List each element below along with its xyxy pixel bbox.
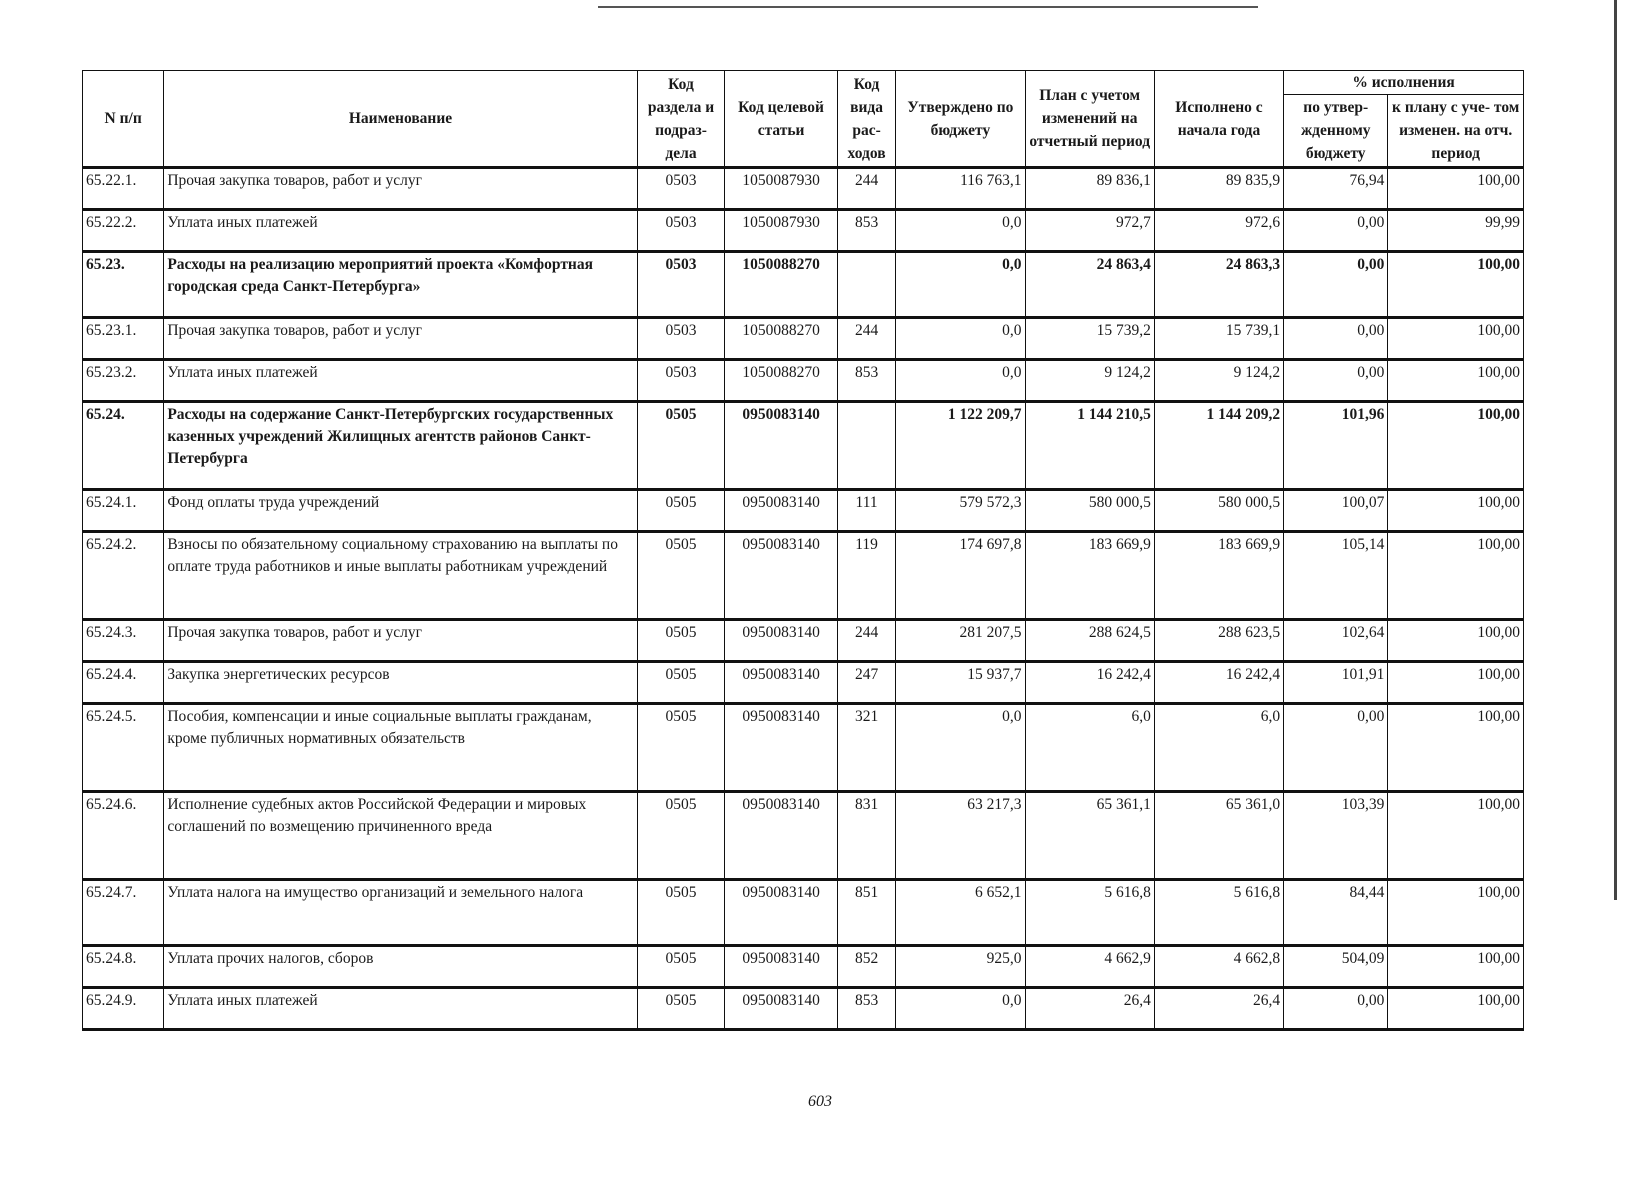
cell-plan: 4 662,9	[1025, 946, 1154, 988]
cell-plan: 24 863,4	[1025, 252, 1154, 318]
cell-approved: 0,0	[896, 252, 1025, 318]
cell-index: 65.23.1.	[83, 318, 164, 360]
cell-expense-type: 321	[837, 704, 895, 792]
cell-executed: 183 669,9	[1154, 532, 1283, 620]
cell-name: Прочая закупка товаров, работ и услуг	[164, 168, 637, 210]
cell-name: Прочая закупка товаров, работ и услуг	[164, 620, 637, 662]
cell-plan: 288 624,5	[1025, 620, 1154, 662]
header-plan: План с учетом изменений на отчетный период	[1025, 71, 1154, 168]
cell-pct-plan: 100,00	[1388, 662, 1524, 704]
table-row	[83, 946, 1524, 988]
cell-pct-plan: 100,00	[1388, 792, 1524, 880]
cell-approved: 6 652,1	[896, 880, 1025, 946]
cell-index: 65.24.7.	[83, 880, 164, 946]
cell-pct-plan: 100,00	[1388, 490, 1524, 532]
cell-executed: 6,0	[1154, 704, 1283, 792]
cell-target-code: 0950083140	[725, 880, 838, 946]
cell-pct-plan: 100,00	[1388, 946, 1524, 988]
cell-plan: 15 739,2	[1025, 318, 1154, 360]
cell-pct-budget: 84,44	[1284, 880, 1388, 946]
cell-index: 65.24.8.	[83, 946, 164, 988]
cell-name: Исполнение судебных актов Российской Федерации и мировых соглашений по возмещению причиненного вреда	[164, 792, 637, 880]
cell-index: 65.24.4.	[83, 662, 164, 704]
cell-approved: 1 122 209,7	[896, 402, 1025, 490]
cell-plan: 26,4	[1025, 988, 1154, 1030]
cell-target-code: 0950083140	[725, 988, 838, 1030]
top-rule	[598, 6, 1258, 8]
cell-expense-type: 244	[837, 318, 895, 360]
cell-section-code: 0503	[637, 318, 725, 360]
cell-expense-type: 853	[837, 210, 895, 252]
cell-executed: 89 835,9	[1154, 168, 1283, 210]
cell-pct-plan: 100,00	[1388, 252, 1524, 318]
cell-section-code: 0505	[637, 620, 725, 662]
cell-section-code: 0505	[637, 792, 725, 880]
cell-plan: 5 616,8	[1025, 880, 1154, 946]
header-approved: Утверждено по бюджету	[896, 71, 1025, 168]
header-target-code: Код целевой статьи	[725, 71, 838, 168]
cell-approved: 0,0	[896, 988, 1025, 1030]
cell-approved: 925,0	[896, 946, 1025, 988]
cell-executed: 972,6	[1154, 210, 1283, 252]
cell-pct-budget: 100,07	[1284, 490, 1388, 532]
cell-executed: 26,4	[1154, 988, 1283, 1030]
cell-pct-plan: 100,00	[1388, 318, 1524, 360]
cell-section-code: 0505	[637, 532, 725, 620]
cell-name: Уплата иных платежей	[164, 988, 637, 1030]
cell-index: 65.24.	[83, 402, 164, 490]
cell-pct-plan: 100,00	[1388, 620, 1524, 662]
cell-name: Закупка энергетических ресурсов	[164, 662, 637, 704]
cell-approved: 579 572,3	[896, 490, 1025, 532]
cell-name: Уплата иных платежей	[164, 210, 637, 252]
cell-target-code: 0950083140	[725, 620, 838, 662]
cell-plan: 972,7	[1025, 210, 1154, 252]
cell-section-code: 0505	[637, 490, 725, 532]
header-pct-group: % исполнения	[1284, 71, 1524, 95]
cell-index: 65.22.2.	[83, 210, 164, 252]
cell-target-code: 1050087930	[725, 168, 838, 210]
cell-index: 65.24.6.	[83, 792, 164, 880]
budget-execution-table	[82, 70, 1524, 1031]
cell-target-code: 0950083140	[725, 704, 838, 792]
cell-expense-type: 244	[837, 168, 895, 210]
cell-pct-plan: 100,00	[1388, 402, 1524, 490]
table-header-row	[83, 71, 1524, 95]
table-row	[83, 210, 1524, 252]
cell-target-code: 1050088270	[725, 360, 838, 402]
cell-pct-budget: 102,64	[1284, 620, 1388, 662]
cell-section-code: 0505	[637, 988, 725, 1030]
cell-name: Уплата прочих налогов, сборов	[164, 946, 637, 988]
cell-section-code: 0503	[637, 168, 725, 210]
cell-name: Фонд оплаты труда учреждений	[164, 490, 637, 532]
cell-plan: 183 669,9	[1025, 532, 1154, 620]
cell-expense-type: 111	[837, 490, 895, 532]
cell-pct-budget: 0,00	[1284, 210, 1388, 252]
cell-executed: 9 124,2	[1154, 360, 1283, 402]
cell-name: Уплата иных платежей	[164, 360, 637, 402]
header-pct-budget: по утвер- жденному бюджету	[1284, 95, 1388, 168]
table-row	[83, 532, 1524, 620]
table-row	[83, 318, 1524, 360]
cell-pct-plan: 100,00	[1388, 988, 1524, 1030]
cell-section-code: 0505	[637, 880, 725, 946]
header-pct-plan: к плану с уче- том изменен. на отч. период	[1388, 95, 1524, 168]
cell-name: Уплата налога на имущество организаций и земельного налога	[164, 880, 637, 946]
cell-expense-type	[837, 402, 895, 490]
cell-executed: 1 144 209,2	[1154, 402, 1283, 490]
cell-plan: 1 144 210,5	[1025, 402, 1154, 490]
table-row	[83, 880, 1524, 946]
cell-approved: 0,0	[896, 360, 1025, 402]
cell-expense-type: 119	[837, 532, 895, 620]
cell-section-code: 0505	[637, 946, 725, 988]
header-index: N п/п	[83, 71, 164, 168]
cell-plan: 89 836,1	[1025, 168, 1154, 210]
cell-plan: 9 124,2	[1025, 360, 1154, 402]
page-number: 603	[808, 1093, 832, 1110]
cell-name: Пособия, компенсации и иные социальные выплаты гражданам, кроме публичных нормативных обязательств	[164, 704, 637, 792]
cell-plan: 6,0	[1025, 704, 1154, 792]
cell-approved: 0,0	[896, 318, 1025, 360]
table-row	[83, 252, 1524, 318]
cell-name: Расходы на содержание Санкт-Петербургских государственных казенных учреждений Жилищных агентств районов Санкт-Петербурга	[164, 402, 637, 490]
cell-pct-budget: 0,00	[1284, 318, 1388, 360]
cell-name: Взносы по обязательному социальному страхованию на выплаты по оплате труда работников и иные выплаты работникам учреждений	[164, 532, 637, 620]
cell-pct-budget: 76,94	[1284, 168, 1388, 210]
cell-executed: 580 000,5	[1154, 490, 1283, 532]
cell-executed: 24 863,3	[1154, 252, 1283, 318]
cell-executed: 65 361,0	[1154, 792, 1283, 880]
cell-index: 65.24.3.	[83, 620, 164, 662]
cell-section-code: 0503	[637, 252, 725, 318]
cell-index: 65.22.1.	[83, 168, 164, 210]
cell-name: Прочая закупка товаров, работ и услуг	[164, 318, 637, 360]
cell-pct-budget: 105,14	[1284, 532, 1388, 620]
table-row	[83, 490, 1524, 532]
cell-pct-plan: 100,00	[1388, 880, 1524, 946]
cell-section-code: 0505	[637, 402, 725, 490]
cell-index: 65.24.1.	[83, 490, 164, 532]
cell-pct-plan: 100,00	[1388, 532, 1524, 620]
cell-section-code: 0503	[637, 210, 725, 252]
table-row	[83, 402, 1524, 490]
cell-target-code: 0950083140	[725, 662, 838, 704]
table-row	[83, 704, 1524, 792]
cell-expense-type: 853	[837, 988, 895, 1030]
cell-expense-type: 831	[837, 792, 895, 880]
table-row	[83, 792, 1524, 880]
cell-target-code: 0950083140	[725, 490, 838, 532]
cell-expense-type: 852	[837, 946, 895, 988]
table-row	[83, 988, 1524, 1030]
cell-section-code: 0503	[637, 360, 725, 402]
cell-pct-budget: 504,09	[1284, 946, 1388, 988]
cell-target-code: 0950083140	[725, 946, 838, 988]
cell-index: 65.24.9.	[83, 988, 164, 1030]
cell-pct-budget: 0,00	[1284, 252, 1388, 318]
cell-approved: 15 937,7	[896, 662, 1025, 704]
header-section-code: Код раздела и подраз- дела	[637, 71, 725, 168]
cell-target-code: 1050088270	[725, 252, 838, 318]
header-name: Наименование	[164, 71, 637, 168]
cell-index: 65.23.	[83, 252, 164, 318]
cell-pct-plan: 99,99	[1388, 210, 1524, 252]
cell-executed: 288 623,5	[1154, 620, 1283, 662]
header-executed: Исполнено с начала года	[1154, 71, 1283, 168]
cell-executed: 15 739,1	[1154, 318, 1283, 360]
cell-approved: 281 207,5	[896, 620, 1025, 662]
cell-pct-budget: 0,00	[1284, 704, 1388, 792]
cell-target-code: 0950083140	[725, 792, 838, 880]
cell-expense-type: 853	[837, 360, 895, 402]
cell-index: 65.23.2.	[83, 360, 164, 402]
cell-section-code: 0505	[637, 662, 725, 704]
cell-pct-plan: 100,00	[1388, 168, 1524, 210]
cell-pct-plan: 100,00	[1388, 360, 1524, 402]
table-row	[83, 662, 1524, 704]
cell-executed: 4 662,8	[1154, 946, 1283, 988]
header-expense-type-code: Код вида рас- ходов	[837, 71, 895, 168]
cell-pct-budget: 0,00	[1284, 988, 1388, 1030]
cell-target-code: 1050087930	[725, 210, 838, 252]
cell-approved: 174 697,8	[896, 532, 1025, 620]
cell-target-code: 1050088270	[725, 318, 838, 360]
cell-approved: 0,0	[896, 704, 1025, 792]
cell-approved: 116 763,1	[896, 168, 1025, 210]
cell-plan: 65 361,1	[1025, 792, 1154, 880]
cell-pct-budget: 101,91	[1284, 662, 1388, 704]
cell-plan: 16 242,4	[1025, 662, 1154, 704]
cell-index: 65.24.2.	[83, 532, 164, 620]
cell-expense-type: 244	[837, 620, 895, 662]
cell-executed: 5 616,8	[1154, 880, 1283, 946]
cell-section-code: 0505	[637, 704, 725, 792]
cell-target-code: 0950083140	[725, 402, 838, 490]
cell-pct-budget: 101,96	[1284, 402, 1388, 490]
cell-pct-plan: 100,00	[1388, 704, 1524, 792]
cell-expense-type	[837, 252, 895, 318]
cell-executed: 16 242,4	[1154, 662, 1283, 704]
cell-plan: 580 000,5	[1025, 490, 1154, 532]
page-edge-shadow	[1614, 0, 1617, 900]
cell-index: 65.24.5.	[83, 704, 164, 792]
table-row	[83, 168, 1524, 210]
cell-approved: 63 217,3	[896, 792, 1025, 880]
table-row	[83, 620, 1524, 662]
cell-target-code: 0950083140	[725, 532, 838, 620]
cell-expense-type: 851	[837, 880, 895, 946]
cell-pct-budget: 103,39	[1284, 792, 1388, 880]
cell-expense-type: 247	[837, 662, 895, 704]
cell-approved: 0,0	[896, 210, 1025, 252]
cell-name: Расходы на реализацию мероприятий проекта «Комфортная городская среда Санкт-Петербурга»	[164, 252, 637, 318]
cell-pct-budget: 0,00	[1284, 360, 1388, 402]
table-row	[83, 360, 1524, 402]
